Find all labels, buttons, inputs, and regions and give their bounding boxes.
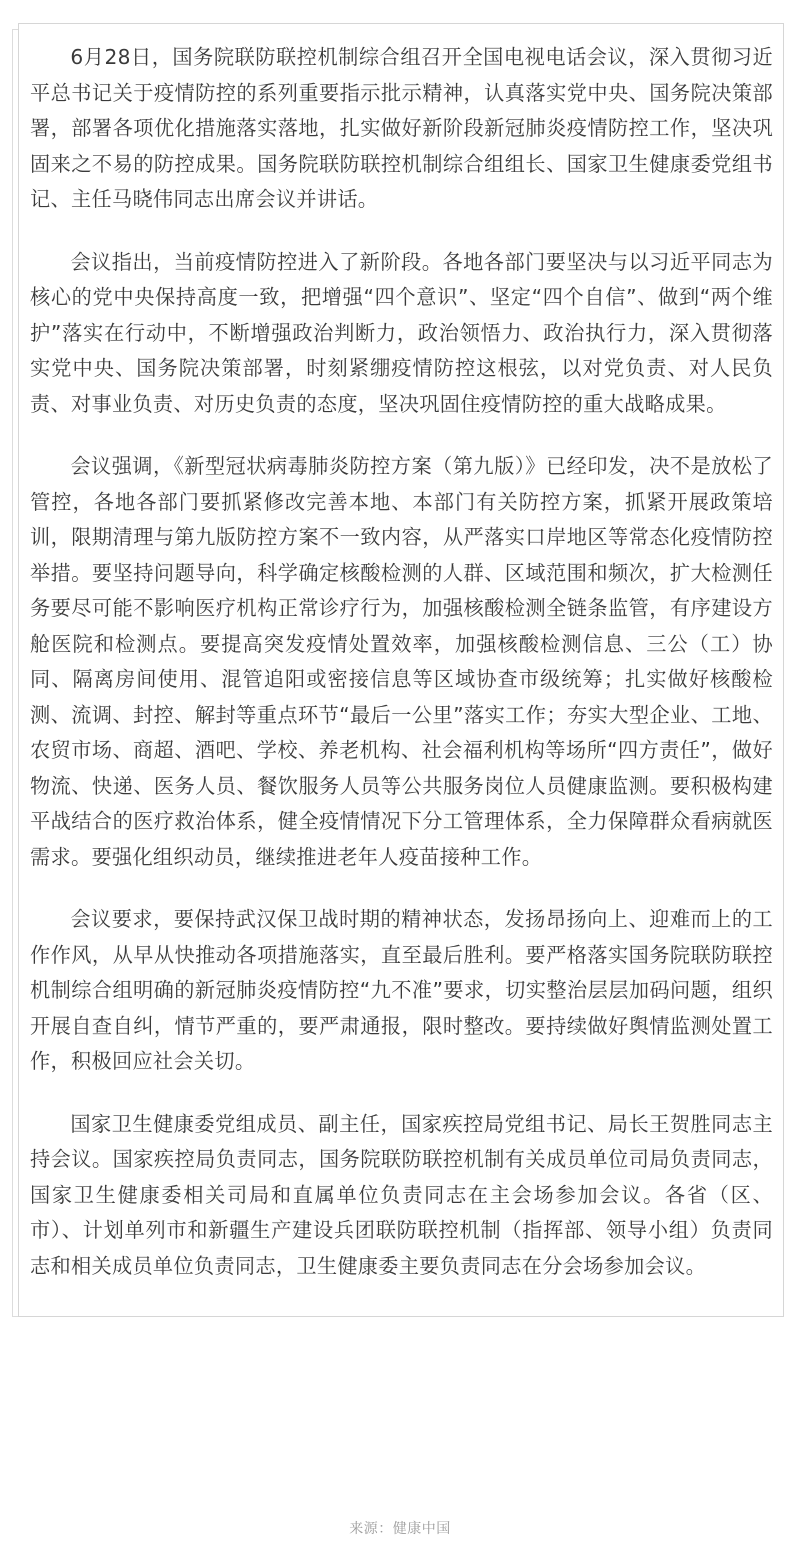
source-credit: 来源：健康中国 (349, 1521, 451, 1537)
paragraph-5: 国家卫生健康委党组成员、副主任，国家疾控局党组书记、局长王贺胜同志主持会议。国家疾控局负责同志，国务院联防联控机制有关成员单位司局负责同志，国家卫生健康委相关司局和直属单位负责同志在主会场参加会议。各省（区、市）、计划单列市和新疆生产建设兵团联防联控机制（指挥部、领导小组）负责同志和相关成员单位负责同志，卫生健康委主要负责同志在分会场参加会议。 (30, 1111, 773, 1278)
paragraph-2: 会议指出，当前疫情防控进入了新阶段。各地各部门要坚决与以习近平同志为核心的党中央保持高度一致，把增强“四个意识”、坚定“四个自信”、做到“两个维护”落实在行动中，不断增强政治判断力，政治领悟力、政治执行力，深入贯彻落实党中央、国务院决策部署，时刻紧绷疫情防控这根弦，以对党负责、对人民负责、对事业负责、对历史负责的态度，坚决巩固住疫情防控的重大战略成果。 (30, 249, 773, 416)
paragraph-1: 6月28日，国务院联防联控机制综合组召开全国电视电话会议，深入贯彻习近平总书记关于疫情防控的系列重要指示批示精神，认真落实党中央、国务院决策部署，部署各项优化措施落实落地，扎实做好新阶段新冠肺炎疫情防控工作，坚决巩固来之不易的防控成果。国务院联防联控机制综合组组长、国家卫生健康委党组书记、主任马晓伟同志出席会议并讲话。 (30, 45, 773, 211)
article-body (30, 40, 773, 1311)
paragraph-4: 会议要求，要保持武汉保卫战时期的精神状态，发扬昂扬向上、迎难而上的工作作风，从早从快推动各项措施落实，直至最后胜利。要严格落实国务院联防联控机制综合组明确的新冠肺炎疫情防控“九不准”要求，切实整治层层加码问题，组织开展自查自纠，情节严重的，要严肃通报，限时整改。要持续做好舆情监测处置工作，积极回应社会关切。 (30, 907, 773, 1073)
paragraph-3: 会议强调，《新型冠状病毒肺炎防控方案（第九版）》已经印发，决不是放松了管控，各地各部门要抓紧修改完善本地、本部门有关防控方案，抓紧开展政策培训，限期清理与第九版防控方案不一致内容，从严落实口岸地区等常态化疫情防控举措。要坚持问题导向，科学确定核酸检测的人群、区域范围和频次，扩大检测任务要尽可能不影响医疗机构正常诊疗行为，加强核酸检测全链条监管，有序建设方舱医院和检测点。要提高突发疫情处置效率，加强核酸检测信息、三公（工）协同、隔离房间使用、混管追阳或密接信息等区域协查市级统筹；扎实做好核酸检测、流调、封控、解封等重点环节“最后一公里”落实工作；夯实大型企业、工地、农贸市场、商超、酒吧、学校、养老机构、社会福利机构等场所“四方责任”，做好物流、快递、医务人员、餐饮服务人员等公共服务岗位人员健康监测。要积极构建平战结合的医疗救治体系，健全疫情情况下分工管理体系，全力保障群众看病就医需求。要强化组织动员，继续推进老年人疫苗接种工作。 (30, 454, 773, 869)
